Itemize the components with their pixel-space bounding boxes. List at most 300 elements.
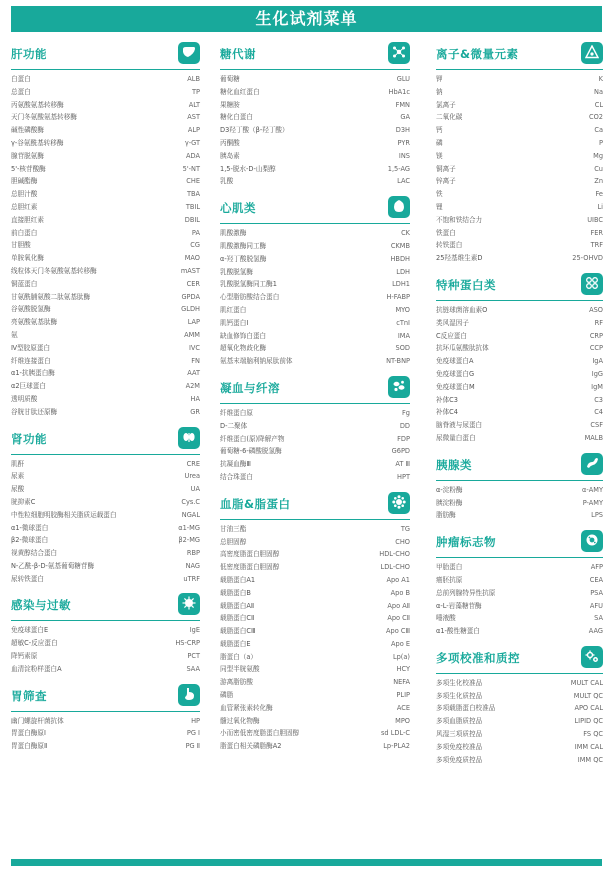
list-item [436,304,603,317]
item-abbreviation: LDL-CHO [380,563,410,572]
list-item [11,509,200,522]
list-item [11,650,200,663]
section-cardiac [220,196,410,368]
item-name: 高密度脂蛋白胆固醇 [220,550,280,559]
list-item [436,677,603,690]
item-name: 脂肪酶 [436,511,456,520]
item-name: α2巨球蛋白 [11,382,46,391]
gears-icon [581,646,603,668]
list-item [11,291,200,304]
item-name: 葡萄糖-6-磷酸脱氢酶 [220,447,282,456]
item-name: 直接胆红素 [11,215,44,224]
section-header [11,42,200,69]
list-item [220,727,410,740]
section-divider [220,519,410,520]
item-name: 脂蛋白相关磷脂酶A2 [220,742,282,751]
list-item [436,214,603,227]
item-abbreviation: β2-MG [178,536,200,545]
item-abbreviation: DBIL [184,215,200,224]
item-name: 锂 [436,202,443,211]
item-abbreviation: TBIL [185,202,200,211]
item-abbreviation: PG Ⅰ [186,729,200,738]
section-title: 凝血与纤溶 [220,380,280,395]
item-abbreviation: FN [191,356,200,365]
item-name: 果糖胺 [220,100,240,109]
item-abbreviation: PSA [590,588,603,597]
section-header [220,196,410,223]
list-item [11,637,200,650]
item-abbreviation: HA [190,394,200,403]
section-title: 胃筛查 [11,688,47,703]
item-abbreviation: IgA [592,357,603,366]
list-item [11,73,200,86]
item-abbreviation: NT-BNP [386,357,410,366]
item-abbreviation: CRE [186,459,200,468]
pancreas-icon [581,453,603,475]
list-item [220,163,410,176]
list-item [220,227,410,240]
section-divider [436,300,603,301]
list-item [220,304,410,317]
section-divider [220,69,410,70]
kidney-icon [178,427,200,449]
item-name: 类风湿因子 [436,318,469,327]
list-item [220,445,410,458]
list-item [11,214,200,227]
section-glucose [220,42,410,188]
item-abbreviation: HBDH [390,254,410,263]
list-item [220,689,410,702]
item-name: 磷脂 [220,691,234,700]
item-name: 抗链球菌溶血素O [436,305,488,314]
list-item [436,612,603,625]
item-name: 5'-核苷酸酶 [11,164,46,173]
column-left [11,42,200,753]
section-title: 特种蛋白类 [436,277,496,292]
item-name: 多项血脂质控品 [436,717,483,726]
list-item [436,124,603,137]
list-item [436,317,603,330]
list-item [436,355,603,368]
item-name: 肌钙蛋白I [220,318,249,327]
item-abbreviation: TRF [590,241,603,250]
item-abbreviation: ALP [187,126,200,135]
item-name: 幽门螺旋杆菌抗体 [11,716,64,725]
list-item [436,419,603,432]
list-item [220,663,410,676]
section-divider [11,454,200,455]
lipid-icon [388,492,410,514]
item-name: 总胆红素 [11,202,38,211]
item-abbreviation: CHE [186,177,200,186]
item-abbreviation: D3H [395,126,410,135]
section-lipid [220,492,410,753]
item-name: 乳酸脱氢酶同工酶1 [220,280,277,289]
item-name: 唾液酸 [436,614,456,623]
list-item [220,150,410,163]
item-abbreviation: AFU [589,601,603,610]
footer-bar [11,859,602,866]
list-item [11,111,200,124]
item-name: 单胺氧化酶 [11,254,44,263]
virus-icon [178,593,200,615]
item-name: 镁 [436,151,443,160]
list-item [220,317,410,330]
item-name: 氨 [11,330,18,339]
item-abbreviation: RBP [186,549,200,558]
section-divider [11,711,200,712]
item-abbreviation: HDL-CHO [379,550,410,559]
section-liver [11,42,200,419]
item-abbreviation: PYR [397,138,410,147]
section-title: 肾功能 [11,431,47,446]
item-abbreviation: cTnI [396,318,410,327]
item-abbreviation: LDH1 [392,280,410,289]
list-item [11,380,200,393]
list-item [220,548,410,561]
item-abbreviation: Fe [595,190,603,199]
item-name: 血清淀粉样蛋白A [11,664,62,673]
item-name: 载脂蛋白B [220,588,251,597]
list-item [220,561,410,574]
item-abbreviation: MULT CAL [570,678,603,687]
item-name: 氯离子 [436,100,456,109]
item-abbreviation: Zn [594,177,603,186]
item-name: 载脂蛋白A1 [220,575,256,584]
list-item [11,265,200,278]
item-abbreviation: CK [401,229,410,238]
section-divider [11,69,200,70]
item-name: 多项免疫校准品 [436,742,483,751]
list-item [220,86,410,99]
item-name: 脑脊液与尿蛋白 [436,421,483,430]
item-abbreviation: Cu [594,164,603,173]
list-item [11,534,200,547]
section-divider [11,620,200,621]
item-name: 超氧化物歧化酶 [220,344,267,353]
list-item [220,111,410,124]
item-name: 二氧化碳 [436,113,463,122]
list-item [220,330,410,343]
item-name: 透明质酸 [11,394,38,403]
item-abbreviation: TP [191,87,200,96]
item-name: 胆碱酯酶 [11,177,38,186]
item-name: 血管紧张素转化酶 [220,703,273,712]
item-name: 碱性磷酸酶 [11,126,44,135]
list-item [220,612,410,625]
list-item [436,73,603,86]
item-name: 纤维蛋白原 [220,408,253,417]
list-item [220,355,410,368]
list-item [220,536,410,549]
item-name: 免疫球蛋白E [11,626,49,635]
list-item [220,124,410,137]
list-item [436,330,603,343]
item-abbreviation: Lp(a) [392,652,410,661]
item-name: 亮氨酸氨基肽酶 [11,318,58,327]
item-abbreviation: 1,5-AG [387,164,410,173]
section-title: 离子&微量元素 [436,47,519,61]
item-abbreviation: Li [597,202,603,211]
item-abbreviation: ACE [396,703,410,712]
item-abbreviation: PA [191,228,200,237]
item-name: 尿转铁蛋白 [11,574,44,583]
section-title: 糖代谢 [220,47,256,61]
item-abbreviation: MYO [395,305,410,314]
item-name: α-L-岩藻糖苷酶 [436,601,482,610]
item-abbreviation: ASO [589,305,603,314]
item-name: 肌酸激酶同工酶 [220,241,267,250]
item-name: 总胆汁酸 [11,190,38,199]
section-divider [436,673,603,674]
list-item [11,124,200,137]
item-abbreviation: P-AMY [582,498,603,507]
list-item [11,355,200,368]
item-name: 肌红蛋白 [220,305,247,314]
item-name: 1,5-脱水-D-山梨醇 [220,164,276,173]
item-abbreviation: Apo CⅡ [387,614,410,623]
list-item [11,367,200,380]
item-abbreviation: CCP [589,344,603,353]
item-name: 胰岛素 [220,151,240,160]
item-abbreviation: TBA [186,190,200,199]
item-name: α-淀粉酶 [436,485,463,494]
list-item [11,188,200,201]
item-abbreviation: GPDA [181,292,200,301]
item-name: 甲胎蛋白 [436,563,463,572]
section-divider [436,480,603,481]
item-name: 中性粒细胞明胶酶相关脂质运载蛋白 [11,510,117,519]
list-item [436,484,603,497]
list-item [220,587,410,600]
item-abbreviation: 25-OHVD [572,254,603,263]
item-abbreviation: CSF [590,421,603,430]
item-name: 风湿三项质控品 [436,730,483,739]
item-name: 锌离子 [436,177,456,186]
item-abbreviation: IMM QC [577,755,603,764]
item-name: 胰淀粉酶 [436,498,463,507]
list-item [436,201,603,214]
item-name: 总蛋白 [11,87,31,96]
item-abbreviation: SA [594,614,603,623]
section-header [11,593,200,620]
item-abbreviation: IgG [591,369,603,378]
list-item [220,73,410,86]
item-name: 尿微量白蛋白 [436,433,476,442]
item-abbreviation: Apo B [390,588,410,597]
item-abbreviation: MAO [184,254,200,263]
item-abbreviation: sd LDL-C [380,729,410,738]
list-item [220,240,410,253]
item-abbreviation: RF [594,318,603,327]
item-name: 抗环瓜氨酸肽抗体 [436,344,489,353]
list-item [220,625,410,638]
item-name: D3羟丁酸（β-羟丁酸） [220,126,289,135]
list-item [436,99,603,112]
item-name: 肌酸激酶 [220,229,247,238]
list-item [220,574,410,587]
list-item [11,175,200,188]
item-abbreviation: 5'-NT [182,164,200,173]
item-name: 葡萄糖 [220,75,240,83]
section-qc [436,646,603,767]
item-name: 游离脂肪酸 [220,678,253,687]
item-name: 胱抑素C [11,497,36,506]
list-item [436,587,603,600]
list-item [11,303,200,316]
item-abbreviation: Urea [184,472,200,481]
item-name: C反应蛋白 [436,331,467,340]
list-item [11,227,200,240]
section-special-protein [436,273,603,445]
section-title: 胰腺类 [436,457,472,472]
item-name: 尿酸 [11,485,25,494]
item-abbreviation: Fg [402,408,410,417]
list-item [436,625,603,638]
list-item [220,407,410,420]
list-item [436,163,603,176]
section-header [11,427,200,454]
list-item [220,458,410,471]
item-abbreviation: AAT [187,369,200,378]
list-item [11,278,200,291]
list-item [220,342,410,355]
item-abbreviation: SAA [186,664,200,673]
item-abbreviation: PCT [187,652,200,661]
list-item [11,163,200,176]
section-header [436,530,603,557]
item-name: 结合珠蛋白 [220,472,253,481]
item-name: 载脂蛋白E [220,639,251,648]
item-name: N-乙酰-β-D-氨基葡萄糖苷酶 [11,561,95,570]
list-item [436,574,603,587]
item-abbreviation: LAP [187,318,200,327]
item-abbreviation: CO2 [589,113,603,122]
item-abbreviation: ALT [188,100,200,109]
section-ions [436,42,603,265]
item-name: 糖化白蛋白 [220,113,253,122]
item-abbreviation: γ-GT [184,138,200,147]
item-abbreviation: Cys.C [181,497,200,506]
item-abbreviation: MPO [395,716,410,725]
item-name: 甘胆酸 [11,241,31,250]
item-abbreviation: GR [190,407,200,416]
item-abbreviation: HPT [397,472,410,481]
list-item [436,690,603,703]
item-abbreviation: Apo E [391,639,410,648]
item-name: 前白蛋白 [11,228,38,237]
section-title: 肿瘤标志物 [436,535,496,550]
item-abbreviation: Ca [594,126,603,135]
list-item [436,252,603,265]
section-pancreas [436,453,603,522]
list-item [436,497,603,510]
section-title: 肝功能 [11,47,47,61]
list-item [11,727,200,740]
item-name: Ⅳ型胶原蛋白 [11,343,51,352]
list-item [436,137,603,150]
protein-icon [581,273,603,295]
list-item [11,252,200,265]
heart-icon [388,196,410,218]
column-right [436,42,603,766]
section-infection [11,593,200,675]
section-divider [436,69,603,70]
section-title: 心肌类 [220,201,256,216]
list-item [436,754,603,767]
item-abbreviation: IVC [188,343,200,352]
list-item [11,137,200,150]
list-item [11,522,200,535]
item-name: 铁 [436,190,443,199]
flask-icon [581,42,603,64]
list-item [11,483,200,496]
item-abbreviation: Mg [593,151,603,160]
item-name: 谷氨酸脱氢酶 [11,305,51,314]
item-name: α1-酸性糖蛋白 [436,627,480,636]
item-abbreviation: Apo CⅢ [386,627,410,636]
liver-icon [178,42,200,64]
blood-cells-icon [388,376,410,398]
item-abbreviation: APO CAL [574,704,603,713]
item-name: 天门冬氨酸氨基转移酶 [11,113,77,122]
item-name: 乳酸 [220,177,234,186]
list-item [220,740,410,753]
section-divider [436,557,603,558]
list-item [436,394,603,407]
list-item [220,433,410,446]
list-item [11,560,200,573]
list-item [436,381,603,394]
item-name: 多项生化校准品 [436,678,483,687]
item-abbreviation: α1-MG [178,523,200,532]
list-item [436,239,603,252]
section-header [220,492,410,519]
list-item [11,624,200,637]
item-abbreviation: C3 [594,395,603,404]
molecule-icon [388,42,410,64]
item-name: 癌胚抗原 [436,575,463,584]
item-abbreviation: FS QC [583,730,603,739]
item-name: 载脂蛋白AⅡ [220,601,255,610]
item-name: 多项生化质控品 [436,691,483,700]
item-name: 磷 [436,138,443,147]
section-header [220,42,410,69]
item-name: D-二聚体 [220,421,248,430]
item-abbreviation: G6PD [391,447,410,456]
item-name: 免疫球蛋白M [436,382,475,391]
item-abbreviation: TG [400,524,410,533]
section-header [436,42,603,69]
item-name: 线粒体天门冬氨酸氨基转移酶 [11,266,97,275]
item-name: 铜离子 [436,164,456,173]
list-item [11,201,200,214]
section-header [220,376,410,403]
item-abbreviation: CRP [589,331,603,340]
list-item [220,638,410,651]
item-name: 低密度脂蛋白胆固醇 [220,563,280,572]
item-abbreviation: Na [594,87,603,96]
list-item [220,523,410,536]
item-abbreviation: A2M [185,382,200,391]
list-item [220,175,410,188]
item-name: 小而密低密度脂蛋白胆固醇 [220,729,300,738]
list-item [436,432,603,445]
item-name: 钠 [436,87,443,96]
item-abbreviation: H-FABP [386,293,410,302]
item-abbreviation: FER [590,228,603,237]
list-item [436,715,603,728]
